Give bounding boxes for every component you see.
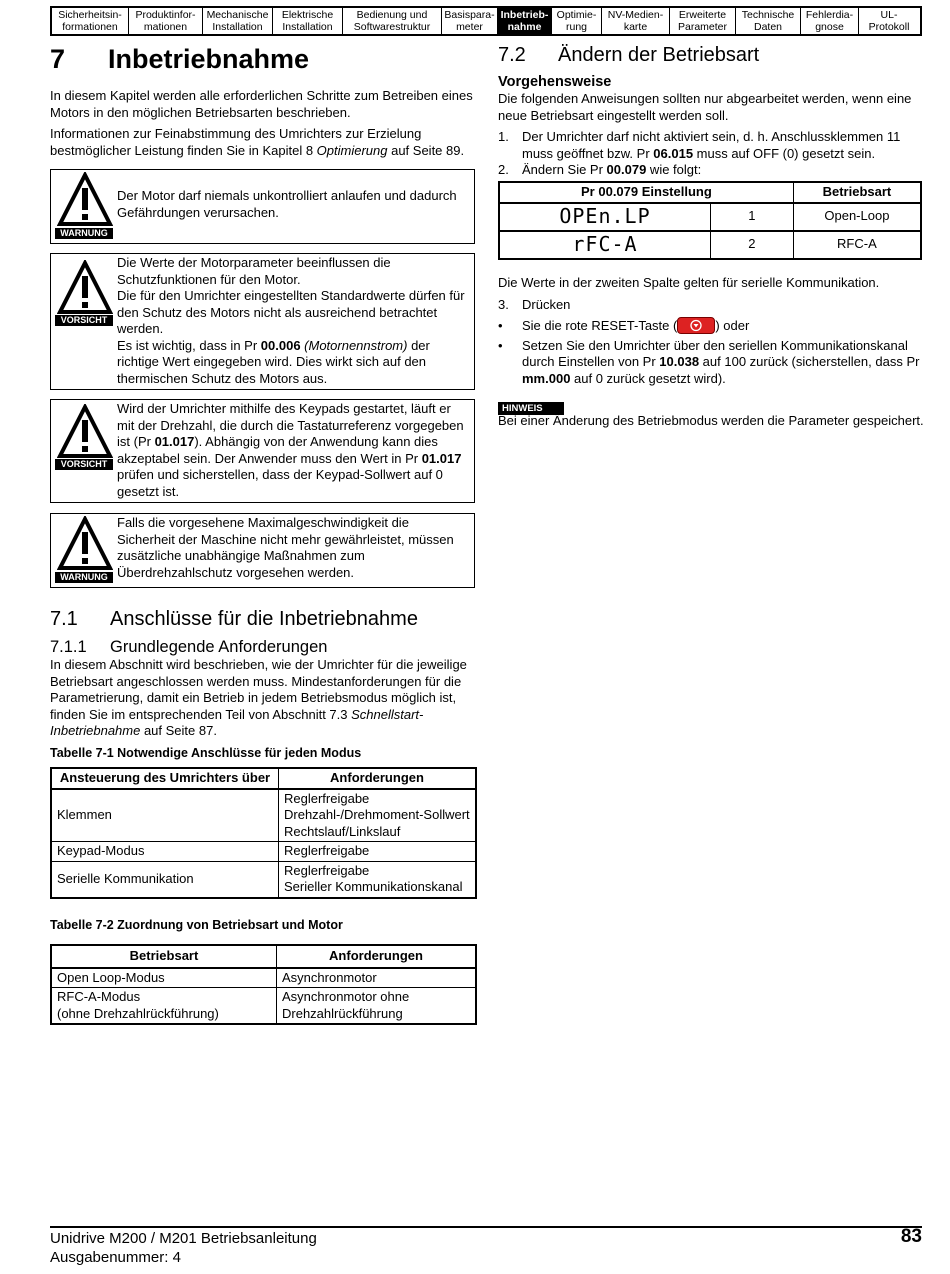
warning-text: Falls die vorgesehene Maximalgeschwindigkeit die Sicherheit der Maschine nicht mehr gewährleistet, müssen zusätzliche unabhängige Maßnahmen zum Überdrehzahlschutz vorgesehen werden. (117, 515, 454, 580)
table-row (499, 231, 921, 259)
nav-tab-label: UL- Protokoll (868, 9, 910, 33)
nav-tab[interactable] (129, 8, 203, 34)
caution-label: VORSICHT (55, 459, 113, 470)
mode-setting-table (498, 181, 922, 260)
table-7-1 (50, 767, 477, 899)
table-cell (277, 968, 477, 988)
cell-line: Drehzahl-/Drehmoment-Sollwert (284, 807, 470, 822)
nav-tab[interactable] (801, 8, 859, 34)
caution-text: Die Werte der Motorparameter beeinflussen die Schutzfunktionen für den Motor. Die für den Umrichter eingestellten Standardwerte dürfen für den Schutz des Motors nicht als ausreichend betrachtet werden. Es ist wichtig, dass in Pr 00.006 (Motornennstrom) der richtige Wert eingegeben wird. Dies wirkt sich auf den thermischen Schutz des Motors aus. (117, 255, 465, 386)
table-header: Betriebsart (793, 182, 921, 203)
nav-tab-label: Technische Daten (741, 9, 795, 33)
cell-line: Reglerfreigabe (284, 843, 370, 858)
chapter-title: 7 Inbetriebnahme (50, 44, 310, 74)
table-7-2-caption: Tabelle 7-2 Zuordnung von Betriebsart und Motor (50, 918, 343, 932)
nav-tab[interactable] (203, 8, 273, 34)
nav-tab[interactable] (670, 8, 736, 34)
table-row (51, 968, 476, 988)
step-3: 3. Drücken (498, 297, 571, 312)
intro-paragraph-2: Informationen zur Feinabstimmung des Umrichters zur Erzielung bestmöglicher Leistung finden Sie in Kapitel 8 Optimierung auf Seite 89. (50, 126, 465, 158)
cell-line: Asynchronmotor (282, 969, 377, 985)
cell-line: Open Loop-Modus (57, 969, 165, 985)
cell-line: Reglerfreigabe (284, 790, 370, 806)
caution-text: Wird der Umrichter mithilfe des Keypads gestartet, läuft er mit der Drehzahl, die durch die Tastaturreferenz vorgegeben ist (Pr 01.017). Abhängig von der Anwendung kann dies akzeptabel sein. Der Anwender muss den Wert in Pr 01.017 prüfen und sicherstellen, dass der Keypad-Sollwert auf 0 gesetzt ist. (117, 401, 464, 499)
nav-tab[interactable] (736, 8, 801, 34)
nav-tab-label: Sicherheitsin- formationen (58, 9, 122, 33)
warning-triangle-icon (57, 516, 113, 572)
table-header: Ansteuerung des Umrichters über (51, 768, 279, 789)
footer-title: Unidrive M200 / M201 Betriebsanleitung (50, 1230, 317, 1247)
nav-tab-label: Erweiterte Parameter (677, 9, 728, 33)
cell-line: (ohne Drehzahlrückführung) (57, 1005, 219, 1021)
nav-tab-label: NV-Medien- karte (607, 9, 664, 33)
table-row (51, 861, 476, 898)
warning-triangle-icon (57, 172, 113, 228)
lcd-display-value: OPEn.LP (499, 203, 711, 231)
intro-paragraph-1: In diesem Kapitel werden alle erforderlichen Schritte zum Betreiben eines Motors in den möglichen Betriebsarten beschrieben. (50, 88, 473, 120)
table-header: Betriebsart (51, 945, 277, 968)
nav-tab-label: Fehlerdia- gnose (805, 9, 854, 33)
steps-continued (498, 297, 924, 387)
warning-box-1 (50, 169, 475, 244)
procedure-text: Die folgenden Anweisungen sollten nur abgearbeitet werden, wenn eine neue Betriebsart eingestellt werden soll. (498, 91, 912, 123)
step-1: 1. Der Umrichter darf nicht aktiviert sein, d. h. Anschlussklemmen 11 muss geöffnet bzw. Pr 06.015 muss auf OFF (0) gesetzt sein. (498, 129, 901, 161)
warning-triangle-icon (57, 404, 113, 460)
nav-tab-label: Produktinfor- mationen (135, 9, 196, 33)
section-7-1-heading: 7.1 Anschlüsse für die Inbetriebnahme (50, 608, 418, 630)
caution-box-2 (50, 399, 475, 503)
caution-label: VORSICHT (55, 315, 113, 326)
table-7-2 (50, 944, 477, 1025)
warning-label: WARNUNG (55, 228, 113, 239)
nav-tab[interactable] (52, 8, 129, 34)
procedure-steps (498, 129, 924, 179)
table-cell (279, 789, 477, 842)
table-cell: Klemmen (51, 789, 279, 842)
table-cell (277, 988, 477, 1025)
reset-key-icon (677, 317, 715, 334)
nav-tab-label: Inbetrieb- nahme (500, 9, 549, 33)
cell-line: Rechtslauf/Linkslauf (284, 823, 401, 839)
table-cell: 1 (711, 203, 794, 231)
section-7-2-heading: 7.2 Ändern der Betriebsart (498, 44, 760, 66)
table-cell: Keypad-Modus (51, 842, 279, 862)
table-cell: Serielle Kommunikation (51, 861, 279, 898)
page-number: 83 (900, 1226, 922, 1247)
cell-line: Reglerfreigabe (284, 862, 370, 878)
section-7-1-1-text: In diesem Abschnitt wird beschrieben, wie der Umrichter für die jeweilige Betriebsart angeschlossen werden muss. Mindestanforderungen für die Parametrierung, damit ein Betrieb in jedem Betriebsmodus möglich ist, finden Sie im entsprechenden Teil von Abschnitt 7.3 Schnellstart-Inbetriebnahme auf Seite 87. (50, 657, 467, 738)
table-header: Pr 00.079 Einstellung (499, 182, 793, 203)
footer-rule (50, 1226, 922, 1228)
procedure-heading: Vorgehensweise (498, 74, 612, 90)
table-header: Anforderungen (277, 945, 477, 968)
section-7-1-1-heading: 7.1.1 Grundlegende Anforderungen (50, 638, 328, 656)
table-row (499, 203, 921, 231)
table-row (51, 842, 476, 862)
table-row (51, 988, 476, 1025)
nav-tab-label: Bedienung und Softwarestruktur (353, 9, 431, 33)
chapter-navigation (50, 6, 922, 36)
warning-box-2 (50, 513, 475, 588)
note-text: Bei einer Änderung des Betriebmodus werden die Parameter gespeichert. (498, 413, 924, 428)
nav-tab-label: Optimie- rung (556, 9, 597, 33)
nav-tab-label: Elektrische Installation (281, 9, 334, 33)
table-row (51, 789, 476, 842)
nav-tab-label: Mechanische Installation (206, 9, 269, 33)
note-label: HINWEIS (498, 398, 564, 416)
table-7-1-caption: Tabelle 7-1 Notwendige Anschlüsse für jeden Modus (50, 746, 362, 760)
table-cell: 2 (711, 231, 794, 259)
table-note: Die Werte in der zweiten Spalte gelten für serielle Kommunikation. (498, 275, 880, 290)
table-cell: Open-Loop (793, 203, 921, 231)
warning-label: WARNUNG (55, 572, 113, 583)
footer-issue: Ausgabenummer: 4 (50, 1249, 181, 1266)
warning-triangle-icon (57, 260, 113, 316)
table-cell (51, 968, 277, 988)
table-cell (279, 861, 477, 898)
cell-line: Serieller Kommunikationskanal (284, 879, 463, 894)
table-cell: RFC-A (793, 231, 921, 259)
step-2: 2. Ändern Sie Pr 00.079 wie folgt: (498, 162, 702, 177)
lcd-display-value: rFC-A (499, 231, 711, 259)
nav-tab[interactable] (442, 8, 498, 34)
cell-line: Drehzahlrückführung (282, 1005, 403, 1021)
table-cell (51, 988, 277, 1025)
nav-tab[interactable] (498, 8, 552, 34)
cell-line: Asynchronmotor ohne (282, 989, 410, 1004)
bullet-serial-reset: • Setzen Sie den Umrichter über den seriellen Kommunikationskanal durch Einstellen von Pr 10.038 auf 100 zurück (sicherstellen, dass Pr mm.000 auf 0 zurück gesetzt wird). (498, 337, 920, 386)
nav-tab[interactable] (602, 8, 670, 34)
nav-tab[interactable] (859, 8, 919, 34)
caution-box-1 (50, 253, 475, 390)
bullet-reset-key: • Sie die rote RESET-Taste ( ) oder (498, 317, 750, 333)
table-header: Anforderungen (279, 768, 477, 789)
table-cell (279, 842, 477, 862)
warning-text: Der Motor darf niemals unkontrolliert anlaufen und dadurch Gefährdungen verursachen. (117, 188, 457, 220)
cell-line: RFC-A-Modus (57, 989, 141, 1004)
nav-tab[interactable] (273, 8, 343, 34)
nav-tab-label: Basispara- meter (444, 9, 495, 33)
nav-tab[interactable] (343, 8, 442, 34)
nav-tab[interactable] (552, 8, 602, 34)
